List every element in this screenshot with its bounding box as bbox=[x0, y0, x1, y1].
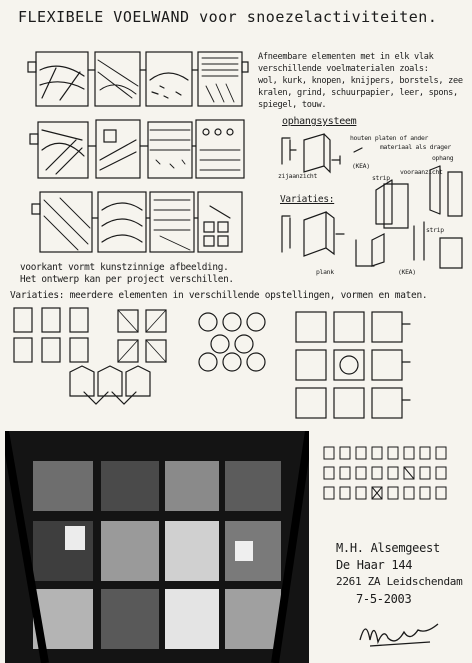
panel-row-2 bbox=[30, 120, 244, 178]
panel-row-3 bbox=[32, 192, 242, 252]
label-zijaanzicht: zijaanzicht bbox=[278, 172, 318, 180]
label-materiaal: materiaal als drager bbox=[380, 143, 451, 151]
label-vooraanzicht: vooraanzicht bbox=[400, 168, 443, 176]
address-date: 7-5-2003 bbox=[356, 592, 412, 606]
label-plank: plank bbox=[316, 268, 334, 276]
label-kea-2: (KEA) bbox=[398, 268, 416, 276]
caption-line-1: voorkant vormt kunstzinnige afbeelding. bbox=[20, 262, 229, 273]
variations-layouts bbox=[14, 308, 410, 418]
address-street: De Haar 144 bbox=[336, 558, 413, 572]
label-ophang: ophang bbox=[432, 154, 454, 162]
description-line-2: verschillende voelmaterialen zoals: bbox=[258, 64, 429, 74]
variaties-side-heading: Variaties: bbox=[280, 194, 335, 205]
description-line-1: Afneembare elementen met in elk vlak bbox=[258, 52, 434, 62]
panel-row-1 bbox=[28, 52, 248, 106]
ophangsysteem-sketches bbox=[282, 134, 462, 228]
label-houten-platen: houten platen of ander bbox=[350, 134, 429, 142]
wall-photograph bbox=[5, 431, 309, 663]
page-title: FLEXIBELE VOELWAND voor snoezelactiviteiten. bbox=[18, 8, 438, 26]
description-line-4: kralen, grind, schuurpapier, leer, spons, bbox=[258, 88, 458, 98]
address-city: 2261 ZA Leidschendam bbox=[336, 575, 463, 588]
address-name: M.H. Alsemgeest bbox=[336, 541, 440, 555]
description-line-5: spiegel, touw. bbox=[258, 100, 327, 110]
signature bbox=[356, 612, 446, 656]
description-line-3: wol, kurk, knopen, knijpers, borstels, zee bbox=[258, 76, 463, 86]
label-strip-1: strip bbox=[372, 174, 390, 182]
variaties-side-sketches bbox=[282, 212, 462, 268]
label-kea-1: (KEA) bbox=[352, 162, 370, 170]
label-strip-2: strip bbox=[426, 226, 444, 234]
caption-line-2: Het ontwerp kan per project verschillen. bbox=[20, 274, 234, 285]
variaties-heading: Variaties: meerdere elementen in verschillende opstellingen, vormen en maten. bbox=[10, 290, 428, 301]
ophangsysteem-heading: ophangsysteem bbox=[282, 116, 357, 127]
